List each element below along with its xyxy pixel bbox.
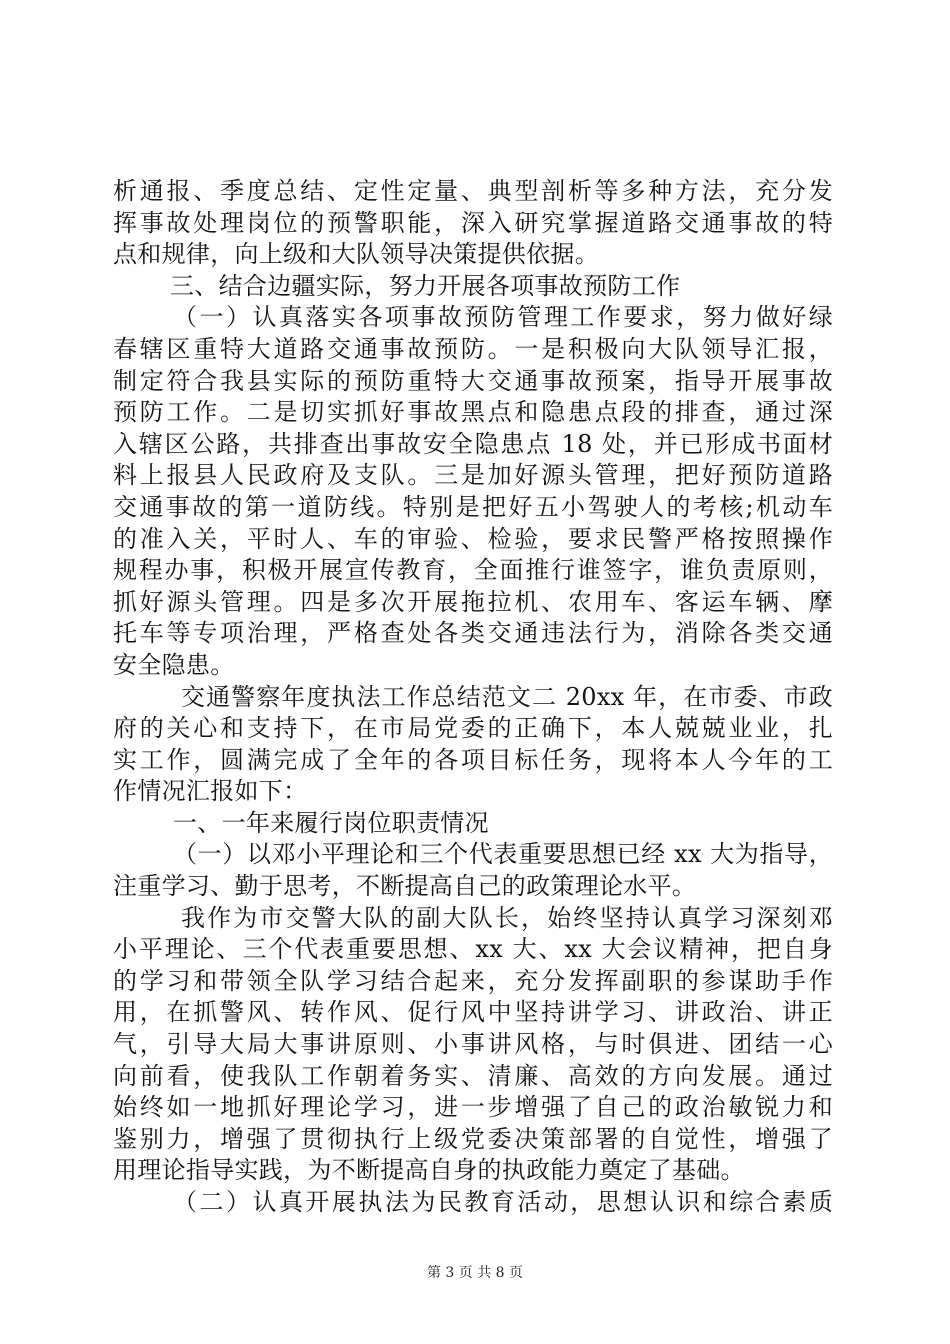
text-line: 制定符合我县实际的预防重特大交通事故预案，指导开展事故	[113, 366, 833, 395]
text-line: 注重学习、勤于思考，不断提高自己的政策理论水平。	[113, 872, 697, 901]
text-line: 的准入关，平时人、车的审验、检验，要求民警严格按照操作	[113, 524, 833, 553]
text-line: 鉴别力，增强了贯彻执行上级党委决策部署的自觉性，增强了	[113, 1124, 833, 1153]
text-line: 的学习和带领全队学习结合起来，充分发挥副职的参谋助手作	[113, 966, 833, 995]
text-line: 用理论指导实践，为不断提高自身的执政能力奠定了基础。	[113, 1156, 745, 1185]
text-line: 点和规律，向上级和大队领导决策提供依据。	[113, 240, 599, 269]
subsection-heading: （一）认真落实各项事故预防管理工作要求，努力做好绿	[173, 303, 833, 332]
text-line: 预防工作。二是切实抓好事故黑点和隐患点段的排查，通过深	[113, 398, 833, 427]
subsection-heading: （二）认真开展执法为民教育活动，思想认识和综合素质	[173, 1188, 833, 1216]
text-line: 春辖区重特大道路交通事故预防。一是积极向大队领导汇报，	[113, 334, 833, 363]
text-line: 析通报、季度总结、定性定量、典型剖析等多种方法，充分发	[113, 177, 833, 205]
text-line: 挥事故处理岗位的预警职能，深入研究掌握道路交通事故的特	[113, 208, 833, 237]
text-line: 用，在抓警风、转作风、促行风中坚持讲学习、讲政治、讲正	[113, 998, 833, 1027]
text-line: 作情况汇报如下：	[113, 777, 308, 806]
text-line: 料上报县人民政府及支队。三是加好源头管理，把好预防道路	[113, 461, 833, 490]
text-line: 安全隐患。	[113, 650, 235, 679]
subsection-heading: （一）以邓小平理论和三个代表重要思想已经 xx 大为指导，	[173, 840, 833, 869]
text-line: 交通警察年度执法工作总结范文二 20xx 年，在市委、市政	[181, 682, 833, 711]
text-line: 规程办事，积极开展宣传教育，全面推行谁签字，谁负责原则，	[113, 556, 833, 585]
text-line: 入辖区公路，共排查出事故安全隐患点 18 处，并已形成书面材	[113, 429, 833, 458]
text-line: 小平理论、三个代表重要思想、xx 大、xx 大会议精神，把自身	[113, 935, 833, 964]
document-body	[113, 176, 833, 1219]
section-heading: 三、结合边疆实际，努力开展各项事故预防工作	[170, 271, 681, 300]
text-line: 我作为市交警大队的副大队长，始终坚持认真学习深刻邓	[181, 903, 833, 932]
section-heading: 一、一年来履行岗位职责情况	[173, 808, 489, 837]
text-line: 气，引导大局大事讲原则、小事讲风格，与时俱进、团结一心	[113, 1030, 833, 1059]
page-number: 第 3 页 共 8 页	[426, 1265, 524, 1281]
text-line: 抓好源头管理。四是多次开展拖拉机、农用车、客运车辆、摩	[113, 587, 833, 616]
text-line: 始终如一地抓好理论学习，进一步增强了自己的政治敏锐力和	[113, 1093, 833, 1122]
text-line: 托车等专项治理，严格查处各类交通违法行为，消除各类交通	[113, 619, 833, 648]
text-line: 向前看，使我队工作朝着务实、清廉、高效的方向发展。通过	[113, 1061, 833, 1090]
text-line: 交通事故的第一道防线。特别是把好五小驾驶人的考核;机动车	[113, 492, 833, 521]
text-line: 实工作，圆满完成了全年的各项目标任务，现将本人今年的工	[113, 745, 833, 774]
text-line: 府的关心和支持下，在市局党委的正确下，本人兢兢业业，扎	[113, 714, 833, 743]
